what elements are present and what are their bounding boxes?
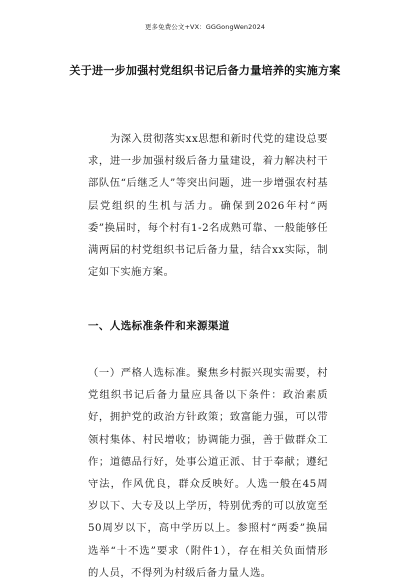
section-heading: 一、人选标准条件和来源渠道	[88, 320, 230, 332]
body-paragraph: （一）严格人选标准。聚焦乡村振兴现实需要，村党组织书记后备力量应具备以下条件：政治素质好，拥护党的政治方针政策；致富能力强，可以带领村集体、村民增收；协调能力强，善于做群众工作；道德品行好，处事公道正派、甘于奉献；遵纪守法，作风优良，群众反映好。人选一般在45周岁以下、大专及以上学历，特别优秀的可以放宽至50周岁以下，高中学历以上。参照村“两委”换届选举“十不选”要求（附件1），存在相关负面情形的人员，不得列为村级后备力量人选。	[88, 367, 328, 579]
intro-paragraph: 为深入贯彻落实xx思想和新时代党的建设总要求，进一步加强村级后备力量建设，着力解决村干部队伍“后继乏人”等突出问题，进一步增强农村基层党组织的生机与活力。确保到2026年村“两委”换届时，每个村有1-2名成熟可靠、一般能够任满两届的村党组织书记后备力量，结合xx实际，制定如下实施方案。	[88, 133, 328, 279]
header-note: 更多免费公文+VX：GGGongWen2024	[144, 23, 266, 31]
document-title: 关于进一步加强村党组织书记后备力量培养的实施方案	[69, 64, 341, 77]
